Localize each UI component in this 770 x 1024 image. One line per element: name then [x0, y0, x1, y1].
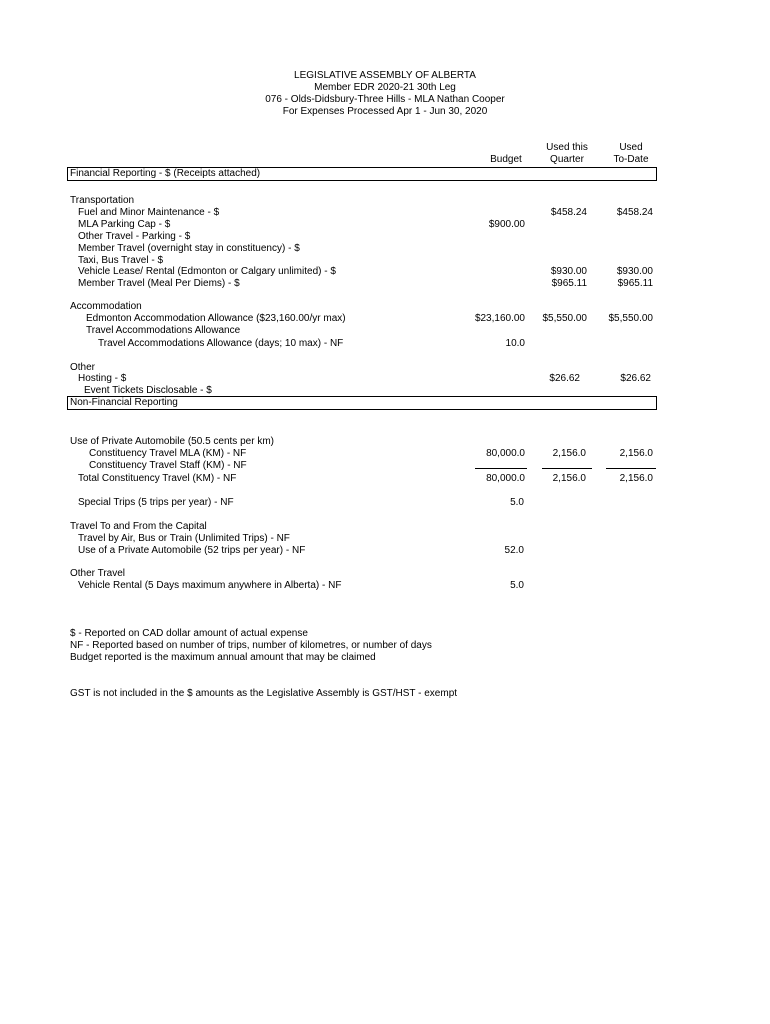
accommodation-title: Accommodation [70, 301, 142, 312]
parking-cap-label: MLA Parking Cap - $ [78, 219, 171, 230]
capital-title: Travel To and From the Capital [70, 521, 207, 532]
meal-label: Member Travel (Meal Per Diems) - $ [78, 278, 240, 289]
edmonton-allowance-todate: $5,550.00 [608, 313, 653, 324]
other-travel-title: Other Travel [70, 568, 126, 579]
edmonton-allowance-quarter: $5,550.00 [542, 313, 587, 324]
travel-accommodations-days-budget: 10.0 [505, 338, 525, 349]
note-nf: NF - Reported based on number of trips, number of kilometres, or number of days [70, 640, 432, 651]
mla-km-todate: 2,156.0 [619, 448, 653, 459]
parking-cap-budget: $900.00 [488, 219, 525, 230]
non-financial-reporting-label: Non-Financial Reporting [70, 397, 178, 408]
member-line: 076 - Olds-Didsbury-Three Hills - MLA Nathan Cooper [265, 94, 505, 105]
travel-accommodations-label: Travel Accommodations Allowance [86, 325, 241, 336]
special-trips-label: Special Trips (5 trips per year) - NF [78, 497, 234, 508]
todate-total-rule [606, 468, 656, 469]
travel-accommodations-days-label: Travel Accommodations Allowance (days; 10 max) - NF [98, 338, 344, 349]
vehicle-lease-todate: $930.00 [616, 266, 653, 277]
private-auto-title: Use of Private Automobile (50.5 cents per km) [70, 436, 274, 447]
col-todate-1: Used [619, 142, 643, 153]
period-line: For Expenses Processed Apr 1 - Jun 30, 2020 [282, 106, 488, 117]
taxi-label: Taxi, Bus Travel - $ [78, 255, 164, 266]
fuel-label: Fuel and Minor Maintenance - $ [78, 207, 220, 218]
mla-km-budget: 80,000.0 [486, 448, 525, 459]
special-trips-budget: 5.0 [510, 497, 524, 508]
total-km-todate: 2,156.0 [619, 473, 653, 484]
fuel-todate: $458.24 [616, 207, 653, 218]
event-tickets-label: Event Tickets Disclosable - $ [84, 385, 212, 396]
report-title: LEGISLATIVE ASSEMBLY OF ALBERTA [294, 70, 476, 81]
col-quarter-1: Used this [546, 142, 588, 153]
other-parking-label: Other Travel - Parking - $ [78, 231, 191, 242]
total-km-budget: 80,000.0 [486, 473, 525, 484]
col-todate-2: To-Date [613, 154, 649, 165]
capital-auto-label: Use of a Private Automobile (52 trips per year) - NF [78, 545, 306, 556]
mla-km-label: Constituency Travel MLA (KM) - NF [89, 448, 247, 459]
quarter-total-rule [542, 468, 592, 469]
vehicle-lease-quarter: $930.00 [550, 266, 587, 277]
col-quarter-2: Quarter [550, 154, 584, 165]
budget-total-rule [475, 468, 527, 469]
edmonton-allowance-budget: $23,160.00 [474, 313, 525, 324]
staff-km-label: Constituency Travel Staff (KM) - NF [89, 460, 247, 471]
note-dollar: $ - Reported on CAD dollar amount of actual expense [70, 628, 308, 639]
note-gst: GST is not included in the $ amounts as the Legislative Assembly is GST/HST - exempt [70, 688, 458, 699]
capital-air-label: Travel by Air, Bus or Train (Unlimited Trips) - NF [78, 533, 290, 544]
fuel-quarter: $458.24 [550, 207, 587, 218]
meal-todate: $965.11 [617, 278, 653, 289]
capital-auto-budget: 52.0 [504, 545, 524, 556]
hosting-todate: $26.62 [620, 373, 651, 384]
vehicle-lease-label: Vehicle Lease/ Rental (Edmonton or Calgary unlimited) - $ [78, 266, 336, 277]
member-travel-overnight-label: Member Travel (overnight stay in constituency) - $ [78, 243, 300, 254]
transportation-title: Transportation [70, 195, 135, 206]
note-budget: Budget reported is the maximum annual amount that may be claimed [70, 652, 376, 663]
meal-quarter: $965.11 [551, 278, 587, 289]
edmonton-allowance-label: Edmonton Accommodation Allowance ($23,160.00/yr max) [86, 313, 346, 324]
hosting-quarter: $26.62 [549, 373, 580, 384]
hosting-label: Hosting - $ [78, 373, 127, 384]
total-km-label: Total Constituency Travel (KM) - NF [78, 473, 237, 484]
vehicle-rental-label: Vehicle Rental (5 Days maximum anywhere in Alberta) - NF [78, 580, 342, 591]
financial-reporting-label: Financial Reporting - $ (Receipts attached) [70, 168, 261, 179]
total-km-quarter: 2,156.0 [552, 473, 586, 484]
mla-km-quarter: 2,156.0 [552, 448, 586, 459]
col-budget: Budget [490, 154, 522, 165]
vehicle-rental-budget: 5.0 [510, 580, 524, 591]
other-title: Other [70, 362, 96, 373]
report-subtitle: Member EDR 2020-21 30th Leg [314, 82, 456, 93]
